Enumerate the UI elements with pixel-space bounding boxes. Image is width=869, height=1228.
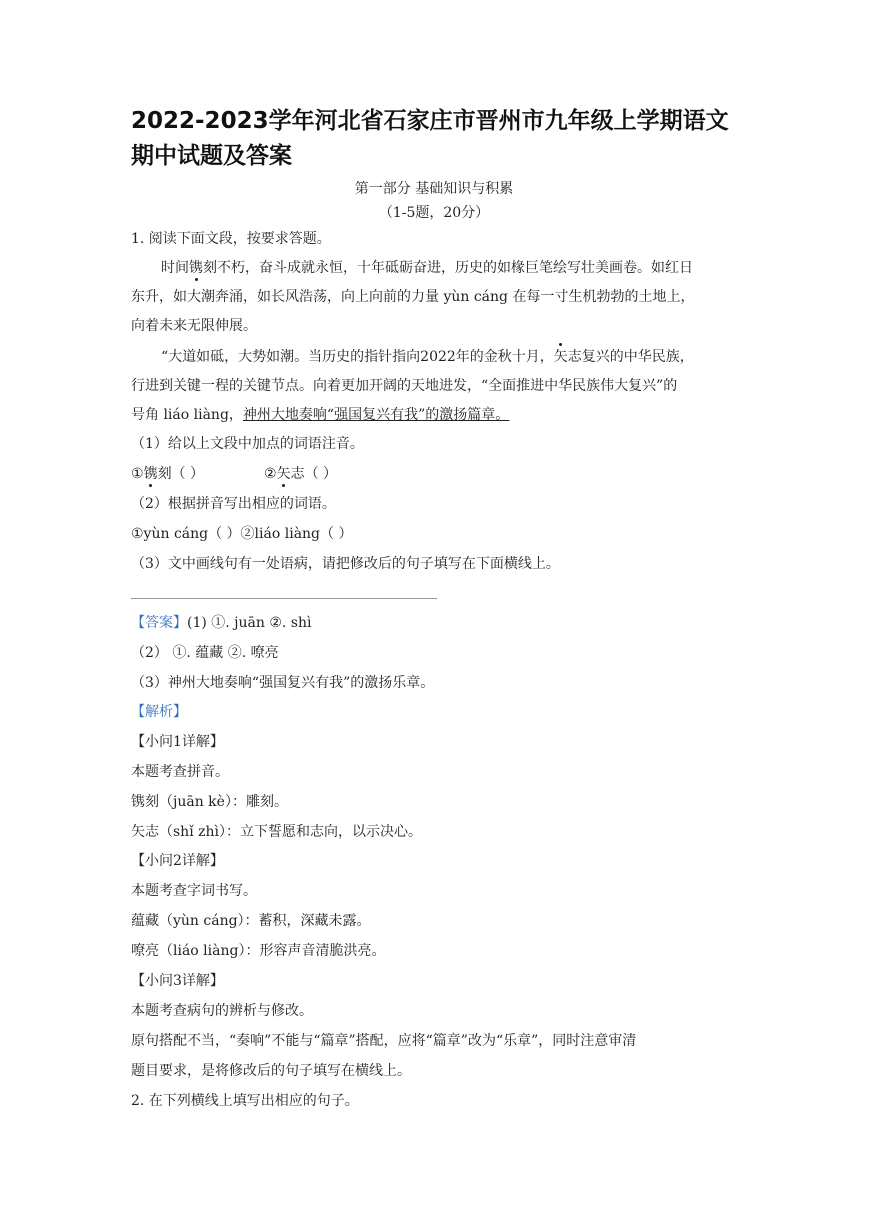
passage-text: 号角 liáo liàng， [131,407,243,423]
passage-text: 时间 [161,260,189,276]
analysis-text: 题目要求，是将修改后的句子填写在横线上。 [131,1063,411,1079]
question-2-prompt: 2. 在下列横线上填写出相应的句子。 [131,1093,359,1109]
answer-line [131,598,437,599]
underlined-sentence: 神州大地奏响“强国复兴有我”的激扬篇章。 [242,407,510,423]
sub-question-3: （3）文中画线句有一处语病，请把修改后的句子填写在下面横线上。 [131,556,560,572]
passage-text: “大道如砥，大势如潮。当历史的指针指向2022年的金秋十月， [161,349,554,365]
analysis-heading-1: 【小问1详解】 [131,734,224,750]
analysis-text: 蕴藏（yùn cáng）：蓄积，深藏未露。 [131,913,371,929]
analysis-text: 原句搭配不当，“奏响”不能与“篇章”搭配，应将“篇章”改为“乐章”，同时注意审清 [131,1033,637,1049]
passage-para1-line3: 向着未来无限伸展。 [131,318,257,334]
answer-blank: 刻（ ） [157,466,205,482]
analysis-text: 嘹亮（liáo liàng）：形容声音清脆洪亮。 [131,943,386,959]
dotted-char: 镌 [189,257,203,277]
analysis-text: 本题考查字词书写。 [131,883,257,899]
document-title: 2022-2023学年河北省石家庄市晋州市九年级上学期语文期中试题及答案 [131,108,729,169]
answer-line-1 [131,612,311,632]
sub-question-1-items [131,463,337,483]
dotted-char: 矢 [554,346,568,366]
answer-label: 【答案】 [131,615,187,631]
section-range: （1-5题，20分） [378,205,490,221]
passage-para1-line1 [161,257,693,277]
passage-text: 刻不朽，奋斗成就永恒，十年砥砺奋进，历史的如椽巨笔绘写壮美画卷。如红日 [203,260,693,276]
question-1-prompt: 1. 阅读下面文段，按要求答题。 [131,231,331,247]
section-heading: 第一部分 基础知识与积累 [354,181,514,197]
item-number: ② [264,466,277,482]
analysis-text: 矢志（shǐ zhì）：立下誓愿和志向，以示决心。 [131,824,422,840]
passage-para2-line3 [131,404,509,424]
analysis-text: 镌刻（juān kè）：雕刻。 [131,794,288,810]
passage-para2-line2: 行进到关键一程的关键节点。向着更加开阔的天地进发，“全面推进中华民族伟大复兴”的 [131,378,678,394]
analysis-label: 【解析】 [131,704,187,720]
item-number: ① [131,466,144,482]
answer-blank: 志（ ） [290,466,338,482]
sub-question-2: （2）根据拼音写出相应的词语。 [131,496,336,512]
dotted-char: 矢 [277,463,291,483]
dotted-char: 镌 [144,463,158,483]
sub-question-1: （1）给以上文段中加点的词语注音。 [131,436,364,452]
passage-para1-line2: 东升，如大潮奔涌，如长风浩荡，向上向前的力量 yùn cáng 在每一寸生机勃勃的土地上， [131,289,695,305]
answer-text: (1) ①. juān ②. shì [187,615,312,631]
analysis-heading-3: 【小问3详解】 [131,973,224,989]
answer-line-2: （2） ①. 蕴藏 ②. 嘹亮 [131,645,279,661]
analysis-text: 本题考查病句的辨析与修改。 [131,1003,313,1019]
passage-text: 志复兴的中华民族， [567,349,694,365]
answer-line-3: （3）神州大地奏响“强国复兴有我”的激扬乐章。 [131,675,435,691]
sub-question-2-items: ①yùn cáng（ ）②liáo liàng（ ） [131,526,353,542]
analysis-text: 本题考查拼音。 [131,764,229,780]
passage-para2-line1 [161,346,694,366]
analysis-heading-2: 【小问2详解】 [131,853,224,869]
